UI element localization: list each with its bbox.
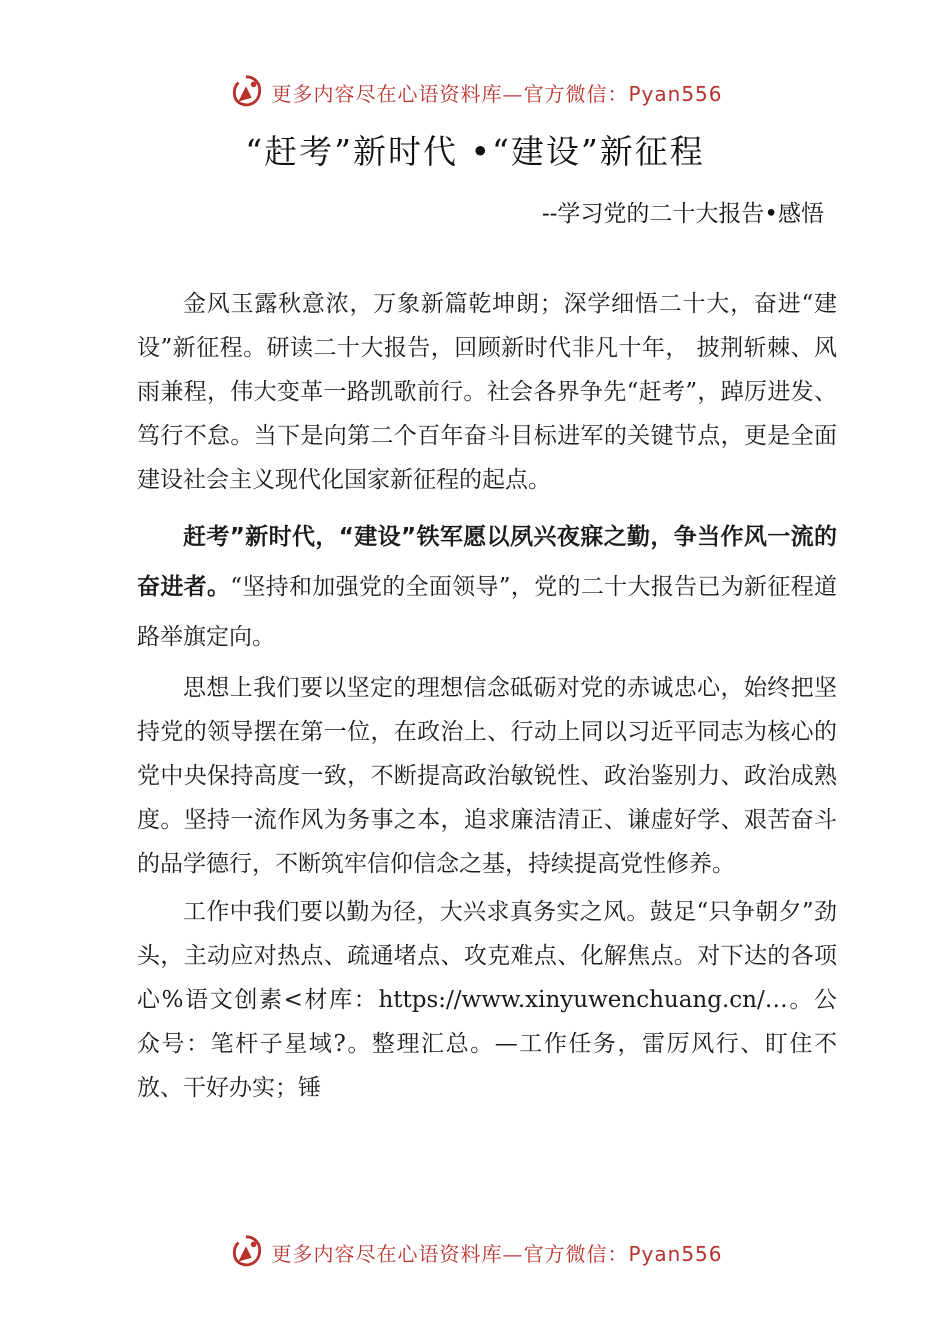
logo-icon — [227, 1233, 265, 1271]
footer-banner — [0, 1232, 950, 1272]
lead-text: “坚持和加强党的全面领导”，党的二十大报告已为新征程道路举旗定向。 — [137, 574, 837, 650]
paragraph-lead — [137, 512, 837, 662]
lead-heading: 赶考”新时代，“建设”铁军愿以夙兴夜寐之勤，争当作风一流的奋进者。 — [137, 524, 837, 600]
paragraph-ideology: 思想上我们要以坚定的理想信念砥砺对党的赤诚忠心，始终把坚持党的领导摆在第一位，在政治上、行动上同以习近平同志为核心的党中央保持高度一致，不断提高政治敏锐性、政治鉴别力、政治成熟度。坚持一流作风为务事之本，追求廉洁清正、谦虚好学、艰苦奋斗的品学德行，不断筑牢信仰信念之基，持续提高党性修养。 — [137, 675, 837, 877]
page-subtitle: --学习党的二十大报告•感悟 — [541, 201, 824, 227]
page-title: “赶考”新时代 •“建设”新征程 — [245, 132, 705, 171]
paragraph-work: 工作中我们要以勤为径，大兴求真务实之风。鼓足“只争朝夕”劲头，主动应对热点、疏通堵点、攻克难点、化解焦点。对下达的各项心%语文创素<材库：https://www.xinyuwenchuang.cn/…。公众号：笔杆子星域?。整理汇总。—工作任务，雷厉风行、盯住不放、干好办实；锤 — [137, 899, 837, 1101]
wechat-id: Pyan556 — [628, 1241, 723, 1266]
banner-text: 更多内容尽在心语资料库—官方微信：Pyan556 — [271, 1241, 723, 1266]
article-body — [137, 282, 837, 1114]
header-banner — [0, 72, 950, 112]
logo-icon — [227, 73, 265, 111]
banner-text: 更多内容尽在心语资料库—官方微信：Pyan556 — [271, 81, 723, 106]
wechat-id: Pyan556 — [628, 81, 723, 106]
paragraph-intro: 金风玉露秋意浓，万象新篇乾坤朗；深学细悟二十大，奋进“建设”新征程。研读二十大报告，回顾新时代非凡十年， 披荆斩棘、风雨兼程，伟大变革一路凯歌前行。社会各界争先“赶考”，踔厉进发、笃行不怠。当下是向第二个百年奋斗目标进军的关键节点，更是全面建设社会主义现代化国家新征程的起点。 — [137, 291, 837, 493]
